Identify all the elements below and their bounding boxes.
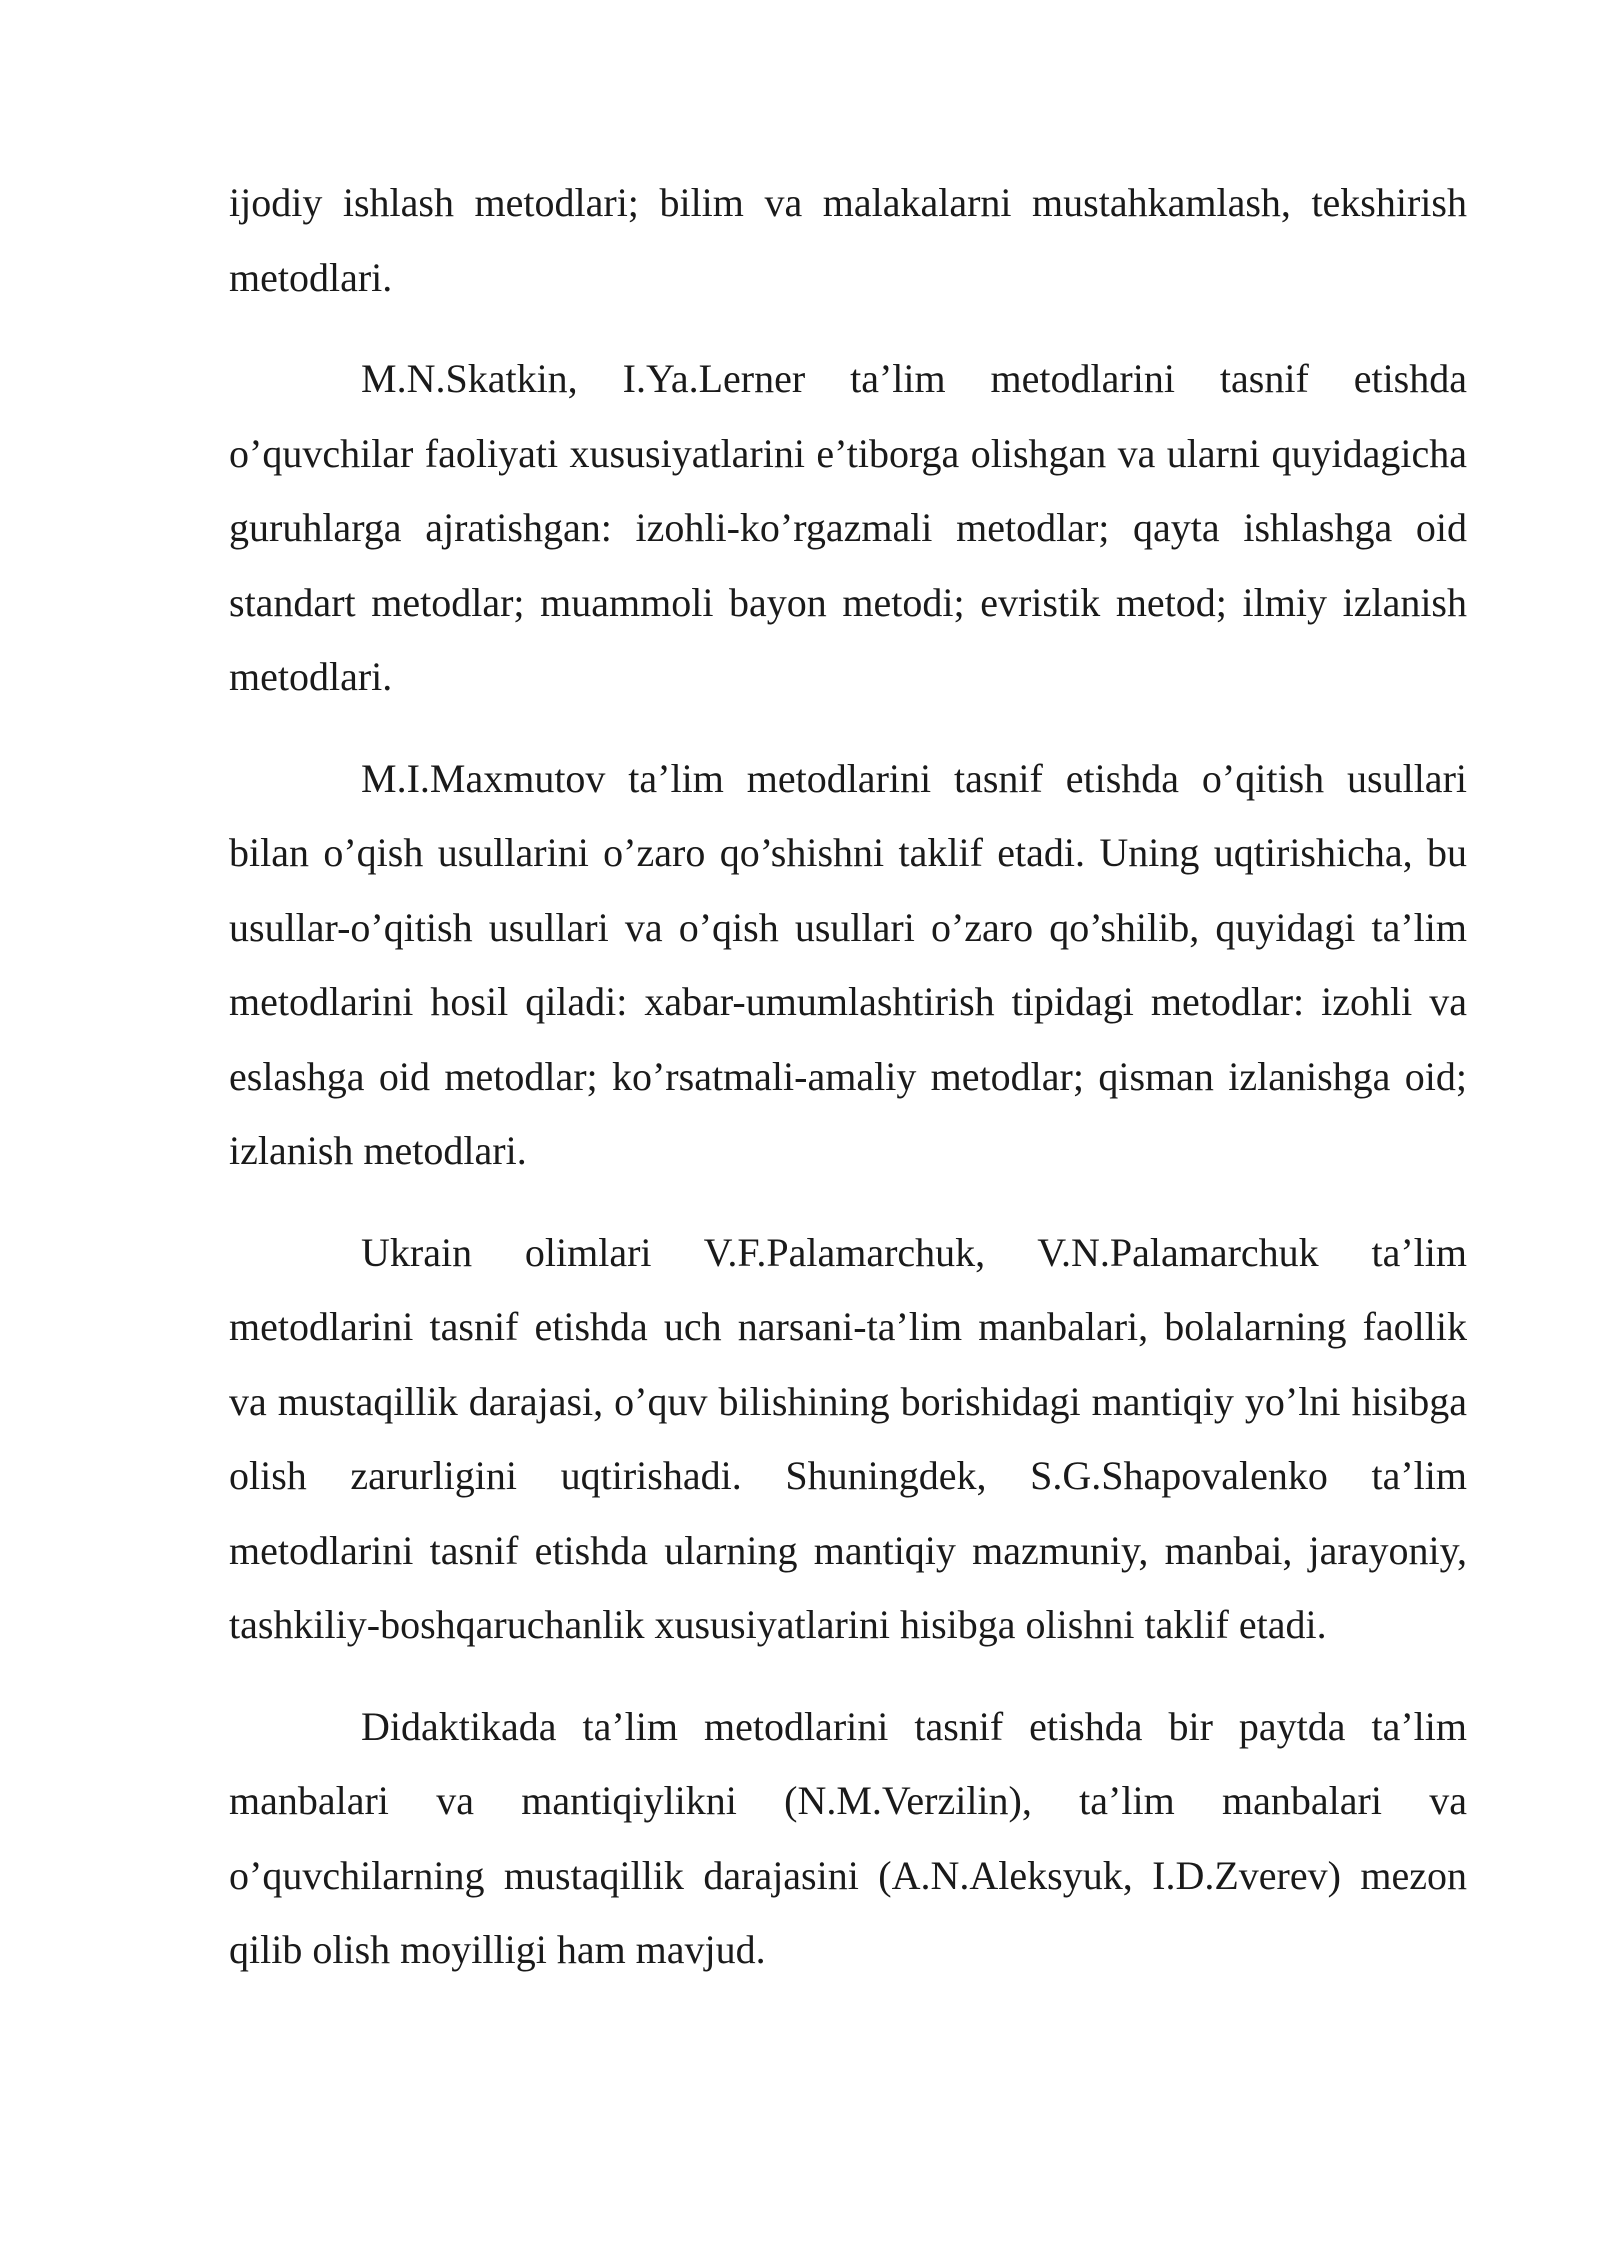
paragraph-continuation: ijodiy ishlash metodlari; bilim va malakalarni mustahkamlash, tekshirish metodlari. [229, 180, 1467, 300]
document-body [229, 166, 1467, 2015]
paragraph-skatkin-lerner: M.N.Skatkin, I.Ya.Lerner ta’lim metodlarini tasnif etishda o’quvchilar faoliyati xususiyatlarini e’tiborga olishgan va ularni quyidagicha guruhlarga ajratishgan: izohli-ko’rgazmali metodlar; qayta ishlashga oid standart metodlar; muammoli bayon metodi; evristik metod; ilmiy izlanish metodlari. [229, 356, 1467, 699]
paragraph-maxmutov: M.I.Maxmutov ta’lim metodlarini tasnif etishda o’qitish usullari bilan o’qish usullarini o’zaro qo’shishni taklif etadi. Uning uqtirishicha, bu usullar-o’qitish usullari va o’qish usullari o’zaro qo’shilib, quyidagi ta’lim metodlarini hosil qiladi: xabar-umumlashtirish tipidagi metodlar: izohli va eslashga oid metodlar; ko’rsatmali-amaliy metodlar; qisman izlanishga oid; izlanish metodlari. [229, 755, 1467, 1173]
paragraph-didaktika: Didaktikada ta’lim metodlarini tasnif etishda bir paytda ta’lim manbalari va mantiqiylikni (N.M.Verzilin), ta’lim manbalari va o’quvchilarning mustaqillik darajasini (A.N.Aleksyuk, I.D.Zverev) mezon qilib olish moyilligi ham mavjud. [229, 1703, 1467, 1972]
paragraph-palamarchuk: Ukrain olimlari V.F.Palamarchuk, V.N.Palamarchuk ta’lim metodlarini tasnif etishda uch narsani-ta’lim manbalari, bolalarning faollik va mustaqillik darajasi, o’quv bilishining borishidagi mantiqiy yo’lni hisibga olish zarurligini uqtirishadi. Shuningdek, S.G.Shapovalenko ta’lim metodlarini tasnif etishda ularning mantiqiy mazmuniy, manbai, jarayoniy, tashkiliy-boshqaruchanlik xususiyatlarini hisibga olishni taklif etadi. [229, 1229, 1467, 1647]
